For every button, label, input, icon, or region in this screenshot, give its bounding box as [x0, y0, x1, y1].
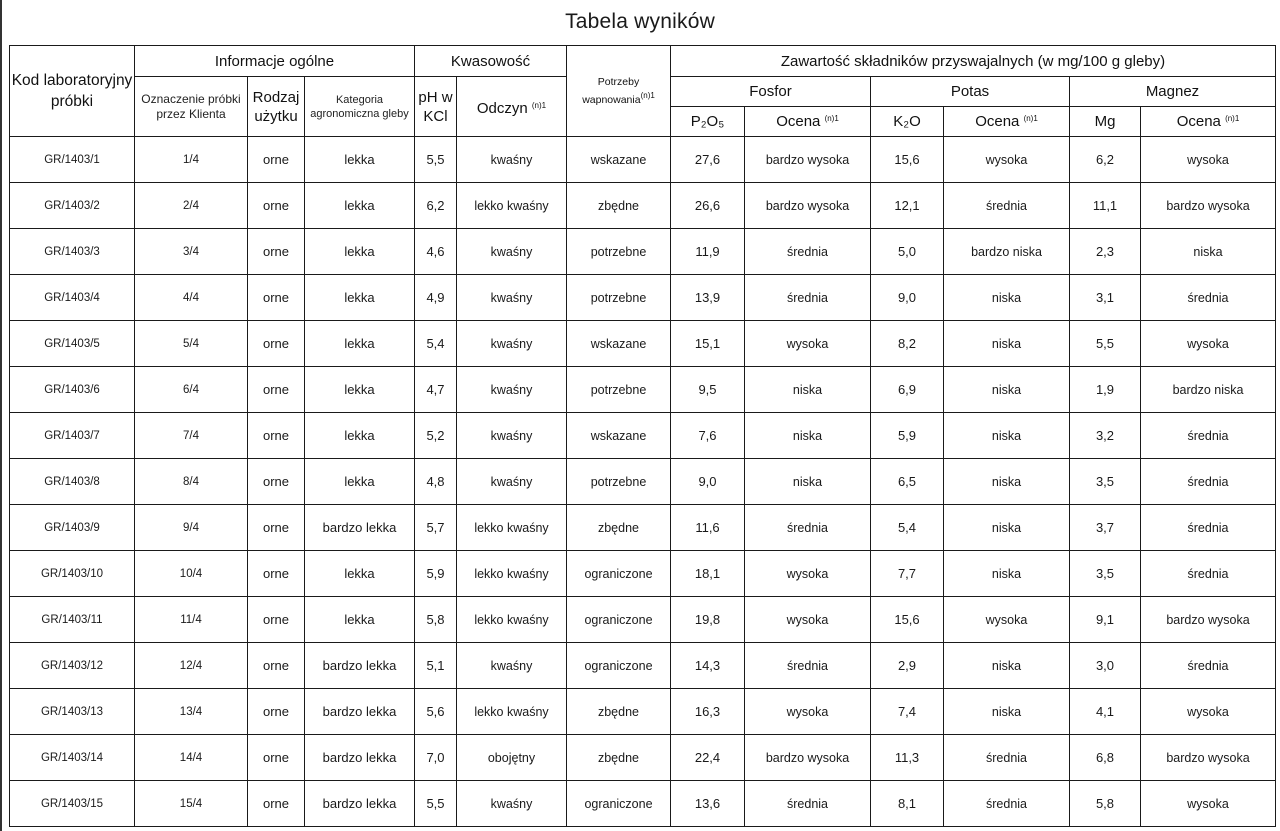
table-row — [10, 505, 1276, 551]
header-ph: pH w KCl — [415, 77, 457, 137]
cell-p2o5: 26,6 — [671, 183, 745, 229]
cell-kategoria: lekka — [305, 321, 415, 367]
header-kwasowosc: Kwasowość — [415, 46, 567, 77]
cell-p2o5: 16,3 — [671, 689, 745, 735]
cell-potrzeby: ograniczone — [567, 781, 671, 827]
cell-oznaczenie: 9/4 — [135, 505, 248, 551]
table-row — [10, 643, 1276, 689]
cell-mg: 3,2 — [1070, 413, 1141, 459]
cell-potrzeby: wskazane — [567, 413, 671, 459]
cell-rodzaj: orne — [248, 643, 305, 689]
cell-k-ocena: średnia — [944, 781, 1070, 827]
cell-potrzeby: zbędne — [567, 689, 671, 735]
cell-ph: 5,1 — [415, 643, 457, 689]
cell-oznaczenie: 7/4 — [135, 413, 248, 459]
cell-k-ocena: niska — [944, 413, 1070, 459]
cell-p2o5: 9,5 — [671, 367, 745, 413]
cell-p-ocena: średnia — [745, 229, 871, 275]
cell-oznaczenie: 12/4 — [135, 643, 248, 689]
cell-p-ocena: średnia — [745, 275, 871, 321]
header-k-ocena: Ocena $^{(n)1}$ — [944, 107, 1070, 137]
header-kod: Kod laboratoryjny próbki — [10, 46, 135, 137]
cell-k2o: 5,4 — [871, 505, 944, 551]
cell-ph: 5,4 — [415, 321, 457, 367]
cell-k-ocena: wysoka — [944, 597, 1070, 643]
cell-kategoria: lekka — [305, 597, 415, 643]
cell-p2o5: 27,6 — [671, 137, 745, 183]
cell-odczyn: kwaśny — [457, 137, 567, 183]
cell-kod: GR/1403/15 — [10, 781, 135, 827]
cell-p2o5: 19,8 — [671, 597, 745, 643]
cell-oznaczenie: 13/4 — [135, 689, 248, 735]
cell-kategoria: bardzo lekka — [305, 781, 415, 827]
cell-k-ocena: bardzo niska — [944, 229, 1070, 275]
cell-ph: 4,6 — [415, 229, 457, 275]
table-row — [10, 367, 1276, 413]
cell-rodzaj: orne — [248, 321, 305, 367]
cell-p2o5: 11,6 — [671, 505, 745, 551]
table-row — [10, 183, 1276, 229]
cell-kategoria: lekka — [305, 551, 415, 597]
cell-k2o: 9,0 — [871, 275, 944, 321]
cell-p2o5: 9,0 — [671, 459, 745, 505]
cell-rodzaj: orne — [248, 367, 305, 413]
cell-k2o: 5,9 — [871, 413, 944, 459]
header-mg: Mg — [1070, 107, 1141, 137]
cell-mg: 6,2 — [1070, 137, 1141, 183]
cell-mg: 3,5 — [1070, 459, 1141, 505]
cell-odczyn: kwaśny — [457, 275, 567, 321]
cell-p-ocena: bardzo wysoka — [745, 183, 871, 229]
cell-oznaczenie: 2/4 — [135, 183, 248, 229]
cell-potrzeby: potrzebne — [567, 459, 671, 505]
cell-mg: 3,5 — [1070, 551, 1141, 597]
cell-mg-ocena: bardzo wysoka — [1141, 183, 1276, 229]
cell-rodzaj: orne — [248, 137, 305, 183]
cell-k-ocena: średnia — [944, 183, 1070, 229]
cell-k2o: 7,7 — [871, 551, 944, 597]
cell-potrzeby: zbędne — [567, 183, 671, 229]
cell-k-ocena: niska — [944, 643, 1070, 689]
cell-p2o5: 18,1 — [671, 551, 745, 597]
cell-odczyn: kwaśny — [457, 643, 567, 689]
cell-p-ocena: średnia — [745, 505, 871, 551]
cell-kategoria: lekka — [305, 459, 415, 505]
cell-p2o5: 14,3 — [671, 643, 745, 689]
cell-k2o: 5,0 — [871, 229, 944, 275]
cell-kod: GR/1403/12 — [10, 643, 135, 689]
cell-kod: GR/1403/5 — [10, 321, 135, 367]
page-title: Tabela wyników — [565, 10, 715, 33]
cell-odczyn: lekko kwaśny — [457, 689, 567, 735]
cell-kategoria: bardzo lekka — [305, 643, 415, 689]
cell-mg-ocena: bardzo wysoka — [1141, 597, 1276, 643]
cell-mg-ocena: wysoka — [1141, 689, 1276, 735]
cell-p-ocena: wysoka — [745, 321, 871, 367]
cell-potrzeby: potrzebne — [567, 229, 671, 275]
cell-mg: 1,9 — [1070, 367, 1141, 413]
table-row — [10, 735, 1276, 781]
cell-potrzeby: potrzebne — [567, 275, 671, 321]
cell-rodzaj: orne — [248, 229, 305, 275]
cell-oznaczenie: 8/4 — [135, 459, 248, 505]
cell-kategoria: lekka — [305, 229, 415, 275]
cell-mg: 11,1 — [1070, 183, 1141, 229]
cell-kod: GR/1403/4 — [10, 275, 135, 321]
cell-ph: 5,2 — [415, 413, 457, 459]
cell-odczyn: obojętny — [457, 735, 567, 781]
header-rodzaj: Rodzaj użytku — [248, 77, 305, 137]
cell-rodzaj: orne — [248, 781, 305, 827]
cell-kod: GR/1403/3 — [10, 229, 135, 275]
header-odczyn: Odczyn $^{(n)1}$ — [457, 77, 567, 137]
cell-p-ocena: bardzo wysoka — [745, 735, 871, 781]
cell-oznaczenie: 6/4 — [135, 367, 248, 413]
cell-potrzeby: ograniczone — [567, 551, 671, 597]
cell-kategoria: lekka — [305, 413, 415, 459]
cell-odczyn: kwaśny — [457, 413, 567, 459]
results-table — [9, 45, 1276, 827]
cell-odczyn: kwaśny — [457, 229, 567, 275]
cell-p-ocena: wysoka — [745, 597, 871, 643]
cell-ph: 4,8 — [415, 459, 457, 505]
cell-oznaczenie: 3/4 — [135, 229, 248, 275]
cell-mg-ocena: średnia — [1141, 505, 1276, 551]
cell-ph: 5,8 — [415, 597, 457, 643]
cell-potrzeby: wskazane — [567, 137, 671, 183]
table-row — [10, 229, 1276, 275]
cell-rodzaj: orne — [248, 183, 305, 229]
cell-k-ocena: niska — [944, 367, 1070, 413]
cell-mg: 2,3 — [1070, 229, 1141, 275]
cell-potrzeby: zbędne — [567, 735, 671, 781]
cell-k-ocena: wysoka — [944, 137, 1070, 183]
cell-p-ocena: niska — [745, 459, 871, 505]
cell-mg: 4,1 — [1070, 689, 1141, 735]
cell-kategoria: bardzo lekka — [305, 689, 415, 735]
header-informacje-ogolne: Informacje ogólne — [135, 46, 415, 77]
cell-kod: GR/1403/10 — [10, 551, 135, 597]
cell-rodzaj: orne — [248, 505, 305, 551]
cell-rodzaj: orne — [248, 689, 305, 735]
cell-mg: 3,0 — [1070, 643, 1141, 689]
cell-oznaczenie: 4/4 — [135, 275, 248, 321]
cell-p2o5: 22,4 — [671, 735, 745, 781]
cell-k2o: 6,9 — [871, 367, 944, 413]
cell-ph: 4,7 — [415, 367, 457, 413]
cell-mg: 5,8 — [1070, 781, 1141, 827]
cell-kod: GR/1403/7 — [10, 413, 135, 459]
table-row — [10, 781, 1276, 827]
cell-p-ocena: niska — [745, 367, 871, 413]
cell-p2o5: 13,6 — [671, 781, 745, 827]
cell-odczyn: kwaśny — [457, 367, 567, 413]
cell-mg: 3,7 — [1070, 505, 1141, 551]
cell-k-ocena: niska — [944, 689, 1070, 735]
cell-p2o5: 15,1 — [671, 321, 745, 367]
cell-k2o: 2,9 — [871, 643, 944, 689]
cell-p-ocena: wysoka — [745, 551, 871, 597]
cell-mg-ocena: wysoka — [1141, 137, 1276, 183]
cell-potrzeby: ograniczone — [567, 597, 671, 643]
cell-k2o: 7,4 — [871, 689, 944, 735]
results-body — [10, 137, 1276, 827]
header-p2o5: P₂O₅ — [671, 107, 745, 137]
cell-k2o: 15,6 — [871, 597, 944, 643]
cell-rodzaj: orne — [248, 735, 305, 781]
cell-rodzaj: orne — [248, 275, 305, 321]
cell-kategoria: lekka — [305, 137, 415, 183]
cell-p-ocena: niska — [745, 413, 871, 459]
cell-rodzaj: orne — [248, 459, 305, 505]
header-k2o: K₂O — [871, 107, 944, 137]
cell-kod: GR/1403/1 — [10, 137, 135, 183]
cell-potrzeby: wskazane — [567, 321, 671, 367]
page-edge-rule — [0, 0, 2, 831]
cell-k2o: 8,1 — [871, 781, 944, 827]
cell-mg-ocena: średnia — [1141, 413, 1276, 459]
cell-rodzaj: orne — [248, 413, 305, 459]
cell-mg: 5,5 — [1070, 321, 1141, 367]
cell-kod: GR/1403/9 — [10, 505, 135, 551]
cell-potrzeby: zbędne — [567, 505, 671, 551]
cell-ph: 5,6 — [415, 689, 457, 735]
cell-potrzeby: potrzebne — [567, 367, 671, 413]
cell-k-ocena: średnia — [944, 735, 1070, 781]
cell-kod: GR/1403/2 — [10, 183, 135, 229]
cell-p2o5: 7,6 — [671, 413, 745, 459]
cell-rodzaj: orne — [248, 551, 305, 597]
cell-kod: GR/1403/13 — [10, 689, 135, 735]
cell-oznaczenie: 15/4 — [135, 781, 248, 827]
cell-k-ocena: niska — [944, 275, 1070, 321]
cell-k-ocena: niska — [944, 459, 1070, 505]
cell-oznaczenie: 10/4 — [135, 551, 248, 597]
cell-kategoria: bardzo lekka — [305, 505, 415, 551]
cell-ph: 7,0 — [415, 735, 457, 781]
cell-oznaczenie: 11/4 — [135, 597, 248, 643]
cell-kod: GR/1403/14 — [10, 735, 135, 781]
header-p-ocena: Ocena $^{(n)1}$ — [745, 107, 871, 137]
cell-mg-ocena: wysoka — [1141, 321, 1276, 367]
cell-p-ocena: średnia — [745, 643, 871, 689]
header-kategoria: Kategoria agronomiczna gleby — [305, 77, 415, 137]
cell-kategoria: bardzo lekka — [305, 735, 415, 781]
cell-odczyn: lekko kwaśny — [457, 183, 567, 229]
cell-k2o: 8,2 — [871, 321, 944, 367]
table-row — [10, 551, 1276, 597]
cell-ph: 5,7 — [415, 505, 457, 551]
cell-oznaczenie: 5/4 — [135, 321, 248, 367]
cell-odczyn: lekko kwaśny — [457, 597, 567, 643]
cell-kategoria: lekka — [305, 275, 415, 321]
table-row — [10, 689, 1276, 735]
table-row — [10, 597, 1276, 643]
cell-mg: 6,8 — [1070, 735, 1141, 781]
cell-oznaczenie: 14/4 — [135, 735, 248, 781]
header-potrzeby-wapnowania: Potrzeby wapnowania$^{(n)1}$ — [567, 46, 671, 137]
cell-kategoria: lekka — [305, 367, 415, 413]
cell-odczyn: lekko kwaśny — [457, 551, 567, 597]
header-mg-ocena: Ocena $^{(n)1}$ — [1141, 107, 1276, 137]
cell-kod: GR/1403/11 — [10, 597, 135, 643]
cell-odczyn: kwaśny — [457, 781, 567, 827]
cell-p-ocena: wysoka — [745, 689, 871, 735]
cell-odczyn: kwaśny — [457, 321, 567, 367]
cell-k2o: 6,5 — [871, 459, 944, 505]
header-zawartosc: Zawartość składników przyswajalnych (w mg/100 g gleby) — [671, 46, 1276, 77]
cell-k2o: 15,6 — [871, 137, 944, 183]
table-row — [10, 413, 1276, 459]
cell-mg-ocena: średnia — [1141, 551, 1276, 597]
cell-mg-ocena: niska — [1141, 229, 1276, 275]
table-row — [10, 137, 1276, 183]
cell-mg-ocena: bardzo wysoka — [1141, 735, 1276, 781]
cell-rodzaj: orne — [248, 597, 305, 643]
cell-odczyn: kwaśny — [457, 459, 567, 505]
cell-oznaczenie: 1/4 — [135, 137, 248, 183]
cell-p2o5: 13,9 — [671, 275, 745, 321]
cell-p2o5: 11,9 — [671, 229, 745, 275]
cell-mg: 3,1 — [1070, 275, 1141, 321]
cell-ph: 4,9 — [415, 275, 457, 321]
cell-k-ocena: niska — [944, 551, 1070, 597]
cell-p-ocena: bardzo wysoka — [745, 137, 871, 183]
cell-k-ocena: niska — [944, 321, 1070, 367]
cell-ph: 5,5 — [415, 781, 457, 827]
cell-ph: 5,5 — [415, 137, 457, 183]
cell-potrzeby: ograniczone — [567, 643, 671, 689]
cell-kod: GR/1403/8 — [10, 459, 135, 505]
cell-p-ocena: średnia — [745, 781, 871, 827]
cell-mg-ocena: średnia — [1141, 459, 1276, 505]
table-row — [10, 321, 1276, 367]
cell-mg-ocena: bardzo niska — [1141, 367, 1276, 413]
cell-kategoria: lekka — [305, 183, 415, 229]
cell-mg: 9,1 — [1070, 597, 1141, 643]
header-oznaczenie: Oznaczenie próbki przez Klienta — [135, 77, 248, 137]
cell-ph: 5,9 — [415, 551, 457, 597]
cell-ph: 6,2 — [415, 183, 457, 229]
table-row — [10, 275, 1276, 321]
cell-odczyn: lekko kwaśny — [457, 505, 567, 551]
header-fosfor: Fosfor — [671, 77, 871, 107]
cell-k2o: 12,1 — [871, 183, 944, 229]
cell-kod: GR/1403/6 — [10, 367, 135, 413]
cell-mg-ocena: średnia — [1141, 275, 1276, 321]
table-row — [10, 459, 1276, 505]
cell-mg-ocena: wysoka — [1141, 781, 1276, 827]
header-magnez: Magnez — [1070, 77, 1276, 107]
cell-mg-ocena: średnia — [1141, 643, 1276, 689]
cell-k2o: 11,3 — [871, 735, 944, 781]
cell-k-ocena: niska — [944, 505, 1070, 551]
header-potas: Potas — [871, 77, 1070, 107]
